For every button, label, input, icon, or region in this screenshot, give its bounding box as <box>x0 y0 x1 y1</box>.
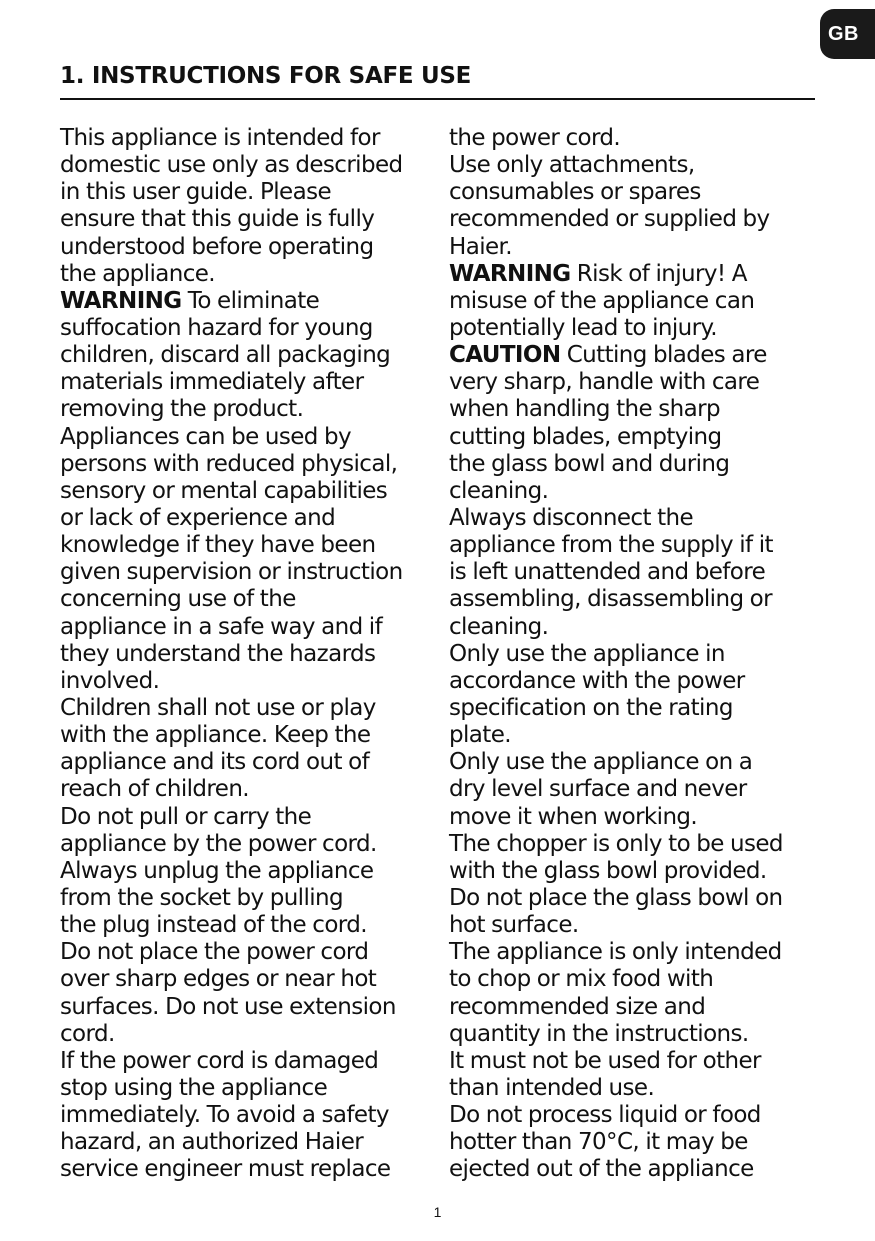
text-line <box>449 804 821 831</box>
line-text: This appliance is intended for <box>60 125 380 151</box>
text-line <box>449 1021 821 1048</box>
text-line <box>449 695 821 722</box>
line-text: the glass bowl and during <box>449 450 730 477</box>
line-text: ejected out of the appliance <box>449 1156 754 1183</box>
line-text: concerning use of the <box>60 586 296 613</box>
line-text: Haier. <box>449 233 512 260</box>
line-text: is left unattended and before <box>449 559 766 586</box>
line-text: Do not place the power cord <box>60 939 369 966</box>
text-line <box>60 206 440 233</box>
line-text: hot surface. <box>449 912 579 939</box>
text-line <box>60 804 440 831</box>
text-line <box>449 966 821 993</box>
line-text: removing the product. <box>60 396 304 423</box>
text-line <box>60 885 440 912</box>
text-line <box>60 396 440 423</box>
line-text: when handling the sharp <box>449 396 721 423</box>
line-text: with the glass bowl provided. <box>449 857 767 884</box>
line-text: appliance by the power cord. <box>60 830 377 857</box>
text-line <box>449 994 821 1021</box>
text-line <box>60 451 440 478</box>
line-text: Do not pull or carry the <box>60 803 312 830</box>
text-line <box>449 505 821 532</box>
line-text: ensure that this guide is fully <box>60 206 375 233</box>
line-text: cutting blades, emptying <box>449 423 722 450</box>
text-line <box>60 641 440 668</box>
text-line <box>449 396 821 423</box>
text-line <box>449 1156 821 1183</box>
left-text-column <box>60 125 440 1183</box>
text-line <box>60 369 440 396</box>
text-line <box>60 831 440 858</box>
text-line <box>449 776 821 803</box>
text-line <box>60 912 440 939</box>
line-text: Always unplug the appliance <box>60 857 374 884</box>
line-text: domestic use only as described <box>60 152 403 179</box>
line-text: understood before operating <box>60 233 374 260</box>
text-line <box>60 586 440 613</box>
text-line <box>60 749 440 776</box>
line-text: stop using the appliance <box>60 1074 328 1101</box>
text-line <box>449 586 821 613</box>
line-text: specification on the rating <box>449 694 733 721</box>
text-line <box>60 125 440 152</box>
text-line <box>449 125 821 152</box>
text-line <box>449 749 821 776</box>
text-line <box>449 152 821 179</box>
text-line <box>449 369 821 396</box>
line-text: the appliance. <box>60 260 216 287</box>
text-line <box>449 532 821 559</box>
text-line <box>60 478 440 505</box>
text-line <box>449 234 821 261</box>
line-text: recommended size and <box>449 993 706 1020</box>
text-line <box>449 478 821 505</box>
line-text: children, discard all packaging <box>60 342 391 369</box>
text-line <box>449 668 821 695</box>
line-text: cleaning. <box>449 613 549 640</box>
line-text: Cutting blades are <box>560 342 767 369</box>
line-text: Do not place the glass bowl on <box>449 884 783 911</box>
line-text: the plug instead of the cord. <box>60 912 367 939</box>
line-text: quantity in the instructions. <box>449 1020 749 1047</box>
right-text-column <box>449 125 821 1183</box>
text-line <box>60 424 440 451</box>
line-text: involved. <box>60 667 160 694</box>
line-text: in this user guide. Please <box>60 179 332 206</box>
text-line <box>449 206 821 233</box>
text-line <box>449 261 821 288</box>
text-line <box>60 342 440 369</box>
page-number: 1 <box>433 1204 442 1220</box>
line-text: immediately. To avoid a safety <box>60 1102 389 1129</box>
text-line <box>60 695 440 722</box>
line-text: with the appliance. Keep the <box>60 722 371 749</box>
text-line <box>60 722 440 749</box>
text-line <box>60 1021 440 1048</box>
line-text: suffocation hazard for young <box>60 314 373 341</box>
text-line <box>60 1048 440 1075</box>
text-line <box>449 641 821 668</box>
line-text: Use only attachments, <box>449 152 695 179</box>
line-text: knowledge if they have been <box>60 532 376 559</box>
line-text: Appliances can be used by <box>60 423 351 450</box>
line-text: persons with reduced physical, <box>60 450 398 477</box>
text-line <box>449 722 821 749</box>
text-line <box>449 831 821 858</box>
line-text: materials immediately after <box>60 369 364 396</box>
line-text: Do not process liquid or food <box>449 1102 761 1129</box>
text-line <box>60 315 440 342</box>
line-text: over sharp edges or near hot <box>60 966 377 993</box>
line-text: accordance with the power <box>449 667 745 694</box>
text-line <box>449 315 821 342</box>
line-text: To eliminate <box>181 287 320 314</box>
text-line <box>449 912 821 939</box>
text-line <box>449 424 821 451</box>
text-line <box>60 1129 440 1156</box>
line-text: surfaces. Do not use extension <box>60 993 396 1020</box>
text-line <box>449 288 821 315</box>
text-line <box>449 614 821 641</box>
text-line <box>60 858 440 885</box>
line-text: misuse of the appliance can <box>449 287 755 314</box>
text-line <box>449 1102 821 1129</box>
line-text: The chopper is only to be used <box>449 830 783 857</box>
line-text: they understand the hazards <box>60 640 376 667</box>
text-line <box>60 939 440 966</box>
line-text: hotter than 70°C, it may be <box>449 1129 748 1156</box>
text-line <box>60 261 440 288</box>
text-line <box>449 885 821 912</box>
text-line <box>60 966 440 993</box>
line-text: appliance and its cord out of <box>60 749 370 776</box>
text-line <box>449 559 821 586</box>
line-text: service engineer must replace <box>60 1156 391 1183</box>
line-text: hazard, an authorized Haier <box>60 1129 364 1156</box>
language-badge-label: GB <box>828 22 859 45</box>
text-line <box>449 858 821 885</box>
line-text: cleaning. <box>449 477 549 504</box>
text-line <box>60 152 440 179</box>
text-line <box>60 994 440 1021</box>
line-text: plate. <box>449 722 511 749</box>
line-text: the power cord. <box>449 125 621 151</box>
text-line <box>60 614 440 641</box>
line-text: Only use the appliance in <box>449 640 725 667</box>
line-text: assembling, disassembling or <box>449 586 772 613</box>
line-text: dry level surface and never <box>449 776 747 803</box>
line-text: Risk of injury! A <box>570 260 747 287</box>
section-title: 1. INSTRUCTIONS FOR SAFE USE <box>60 63 472 89</box>
line-text: Children shall not use or play <box>60 694 376 721</box>
line-text: Only use the appliance on a <box>449 749 753 776</box>
text-line <box>449 1129 821 1156</box>
text-line <box>60 505 440 532</box>
line-text: or lack of experience and <box>60 504 336 531</box>
text-line <box>60 559 440 586</box>
text-line <box>60 668 440 695</box>
line-text: Always disconnect the <box>449 504 694 531</box>
text-line <box>60 1075 440 1102</box>
text-line <box>60 776 440 803</box>
line-text: appliance in a safe way and if <box>60 613 383 640</box>
line-text: cord. <box>60 1020 115 1047</box>
line-text: from the socket by pulling <box>60 884 344 911</box>
line-text: The appliance is only intended <box>449 939 782 966</box>
text-line <box>60 1156 440 1183</box>
line-text: given supervision or instruction <box>60 559 403 586</box>
line-text: move it when working. <box>449 803 698 830</box>
language-badge <box>820 9 875 59</box>
line-text: to chop or mix food with <box>449 966 714 993</box>
line-text: consumables or spares <box>449 179 701 206</box>
line-text: It must not be used for other <box>449 1047 761 1074</box>
text-line <box>60 532 440 559</box>
line-text: appliance from the supply if it <box>449 532 773 559</box>
warning-label: WARNING <box>449 260 571 287</box>
text-line <box>449 179 821 206</box>
warning-label: WARNING <box>60 287 182 314</box>
text-line <box>60 179 440 206</box>
text-line <box>449 342 821 369</box>
text-line <box>449 1048 821 1075</box>
line-text: potentially lead to injury. <box>449 314 717 341</box>
line-text: than intended use. <box>449 1074 655 1101</box>
text-line <box>60 288 440 315</box>
line-text: very sharp, handle with care <box>449 369 760 396</box>
text-line <box>449 1075 821 1102</box>
text-line <box>449 939 821 966</box>
text-line <box>449 451 821 478</box>
line-text: recommended or supplied by <box>449 206 770 233</box>
line-text: reach of children. <box>60 776 250 803</box>
text-line <box>60 1102 440 1129</box>
line-text: sensory or mental capabilities <box>60 477 388 504</box>
line-text: If the power cord is damaged <box>60 1047 379 1074</box>
text-line <box>60 234 440 261</box>
title-divider <box>60 98 815 100</box>
warning-label: CAUTION <box>449 342 561 369</box>
